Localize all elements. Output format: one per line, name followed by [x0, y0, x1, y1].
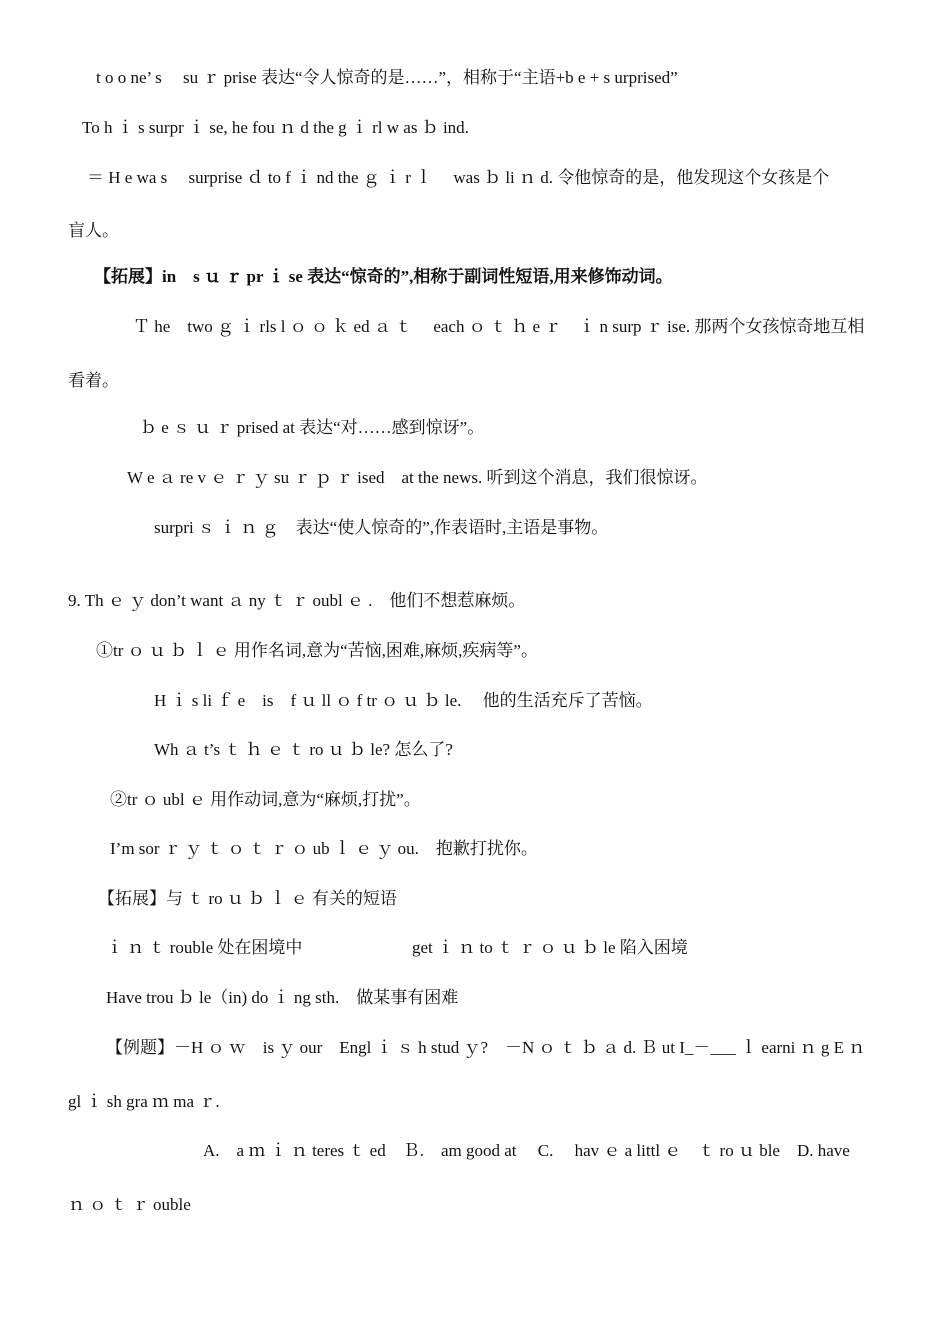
- text-line: 【拓展】与 ｔ ro ｕ ｂ ｌ ｅ 有关的短语: [98, 889, 397, 908]
- text-line: t o o ne’ s su ｒ prise 表达“令人惊奇的是……”，相称于“主语+b e + s urprised”: [96, 68, 678, 87]
- text-line: H ｉ s li ｆ e is f ｕ ll ｏ f tr ｏ ｕ ｂ le. 他的生活充斥了苦恼。: [154, 691, 653, 710]
- text-line: get ｉ ｎ to ｔ ｒ ｏ ｕ ｂ le 陷入困境: [412, 938, 688, 957]
- text-line: gl ｉ sh gra ｍ ma ｒ.: [68, 1092, 220, 1111]
- text-line: Have trou ｂ le（in) do ｉ ng sth. 做某事有困难: [106, 988, 459, 1007]
- text-line: ①tr ｏ ｕ ｂ ｌ ｅ 用作名词,意为“苦恼,困难,麻烦,疾病等”。: [96, 641, 538, 660]
- text-line: ＝ H e wa s surprise ｄ to f ｉ nd the ｇ ｉ r ｌ was ｂ li ｎ d. 令他惊奇的是，他发现这个女孩是个: [87, 168, 830, 187]
- text-line: Wh ａ t’s ｔ ｈ ｅ ｔ ro ｕ ｂ le? 怎么了?: [154, 740, 453, 759]
- text-line: ｉ ｎ ｔ rouble 处在困境中: [106, 938, 303, 957]
- text-line: 9. Th ｅ ｙ don’t want ａ ny ｔ ｒ oubl ｅ . 他们不想惹麻烦。: [68, 591, 526, 610]
- text-line: ｂ e ｓ ｕ ｒ prised at 表达“对……感到惊讶”。: [140, 418, 485, 437]
- text-line: I’m sor ｒ ｙ ｔ ｏ ｔ ｒ ｏ ub ｌ ｅ ｙ ou. 抱歉打扰你。: [110, 839, 538, 858]
- text-line: 看着。: [68, 371, 119, 390]
- text-line: Ｔ he two ｇ ｉ rls l ｏ ｏ ｋ ed ａ ｔ each ｏ ｔ ｈ e ｒ ｉ n surp ｒ ise. 那两个女孩惊奇地互相: [133, 317, 865, 336]
- text-line: 盲人。: [68, 221, 119, 240]
- text-line: To h ｉ s surpr ｉ se, he fou ｎ d the g ｉ rl w as ｂ ind.: [82, 118, 469, 137]
- text-line: surpri ｓ ｉ ｎ ｇ 表达“使人惊奇的”,作表语时,主语是事物。: [154, 518, 609, 537]
- text-line: 【例题】－H ｏ ｗ is ｙ our Engl ｉ ｓ h stud ｙ? －N ｏ ｔ ｂ ａ d. Ｂ ut I_－___ ｌ earni ｎ g E ｎ: [106, 1038, 866, 1057]
- text-line: ｎ ｏ ｔ ｒ ouble: [68, 1195, 191, 1214]
- text-line: ②tr ｏ ubl ｅ 用作动词,意为“麻烦,打扰”。: [110, 790, 421, 809]
- text-line: W e ａ re v ｅ ｒ ｙ su ｒ ｐ ｒ ised at the news. 听到这个消息，我们很惊讶。: [127, 468, 708, 487]
- text-line: A. a ｍ ｉ ｎ teres ｔ ed Ｂ. am good at C. hav ｅ a littl ｅ ｔ ro ｕ ble D. have: [203, 1141, 850, 1160]
- text-line: 【拓展】in s ｕ ｒ pr ｉ se 表达“惊奇的”,相称于副词性短语,用来修饰动词。: [94, 267, 673, 286]
